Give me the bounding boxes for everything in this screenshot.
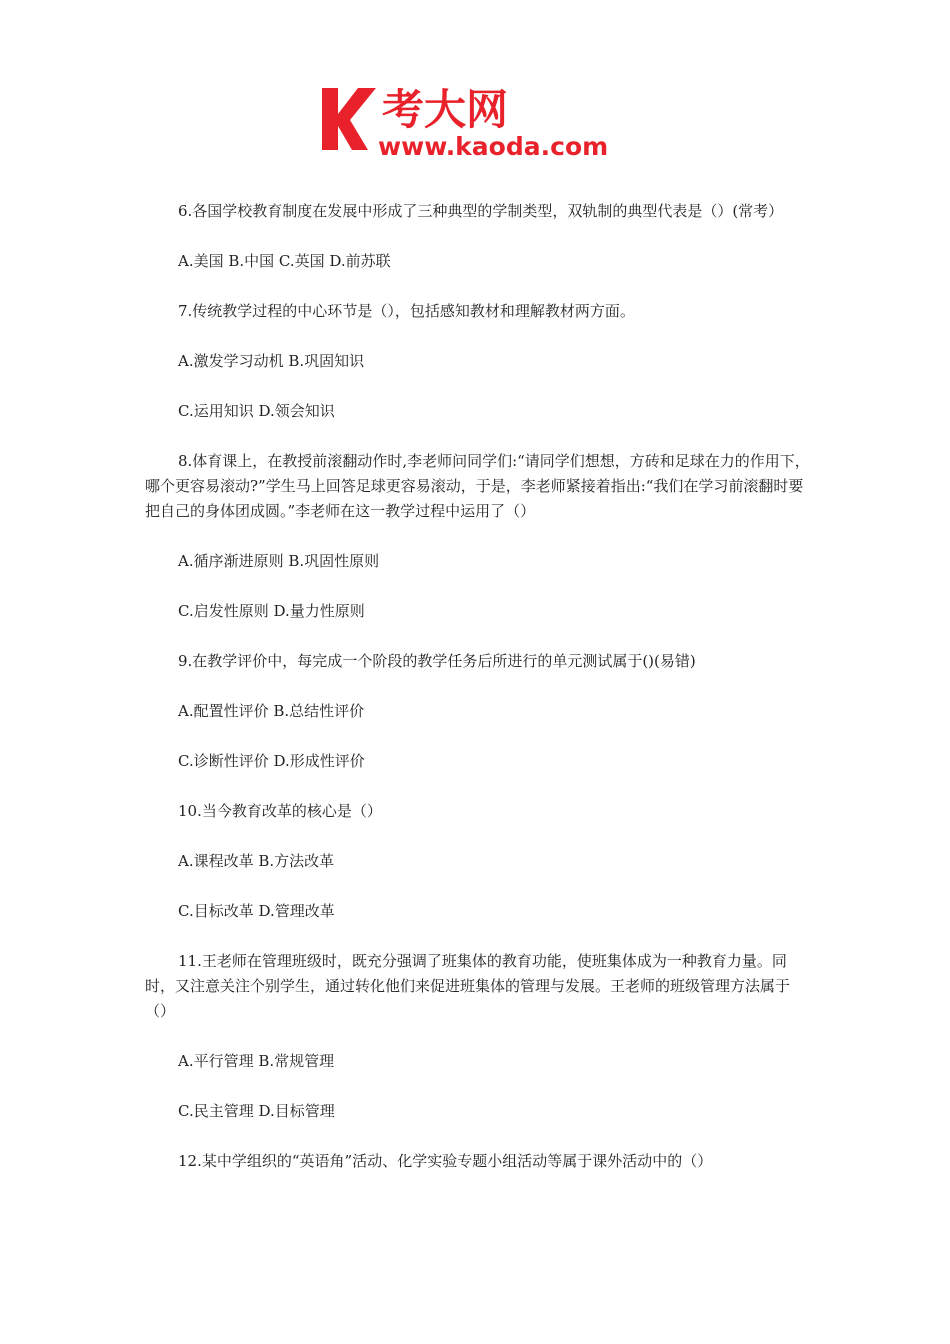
question-12: 12.某中学组织的“英语角”活动、化学实验专题小组活动等属于课外活动中的（） — [178, 1152, 713, 1170]
kaoda-logo — [318, 80, 638, 162]
question-10: 10.当今教育改革的核心是（） — [178, 802, 382, 820]
question-6-options: A.美国 B.中国 C.英国 D.前苏联 — [178, 252, 391, 270]
question-8: 8.体育课上，在教授前滚翻动作时,李老师问同学们:“请同学们想想，方砖和足球在力的作用下，哪个更容易滚动?”学生马上回答足球更容易滚动，于是，李老师紧接着指出:“我们在学习前滚翻时要把自己的身体团成圆。”李老师在这一教学过程中运用了（） — [145, 452, 810, 520]
question-9: 9.在教学评价中，每完成一个阶段的教学任务后所进行的单元测试属于()(易错) — [178, 652, 696, 670]
question-7-options-ab: A.激发学习动机 B.巩固知识 — [178, 352, 365, 370]
kaoda-logo-graphic — [318, 80, 638, 162]
document-body — [145, 199, 810, 1199]
question-8-options-cd: C.启发性原则 D.量力性原则 — [178, 602, 365, 620]
logo-k-mark — [322, 88, 376, 150]
question-10-options-cd: C.目标改革 D.管理改革 — [178, 902, 335, 920]
logo-url: www.kaoda.com — [378, 132, 609, 161]
question-11: 11.王老师在管理班级时，既充分强调了班集体的教育功能，使班集体成为一种教育力量。同时，又注意关注个别学生，通过转化他们来促进班集体的管理与发展。王老师的班级管理方法属于（） — [145, 952, 791, 1020]
question-6: 6.各国学校教育制度在发展中形成了三种典型的学制类型，双轨制的典型代表是（）(常考） — [178, 202, 784, 220]
logo-brand-cn: 考大网 — [382, 85, 509, 134]
question-9-options-cd: C.诊断性评价 D.形成性评价 — [178, 752, 365, 770]
question-8-options-ab: A.循序渐进原则 B.巩固性原则 — [178, 552, 380, 570]
question-7: 7.传统教学过程的中心环节是（），包括感知教材和理解教材两方面。 — [178, 302, 635, 320]
question-7-options-cd: C.运用知识 D.领会知识 — [178, 402, 335, 420]
question-11-options-cd: C.民主管理 D.目标管理 — [178, 1102, 335, 1120]
question-11-options-ab: A.平行管理 B.常规管理 — [178, 1052, 335, 1070]
question-9-options-ab: A.配置性评价 B.总结性评价 — [178, 702, 365, 720]
question-10-options-ab: A.课程改革 B.方法改革 — [178, 852, 335, 870]
